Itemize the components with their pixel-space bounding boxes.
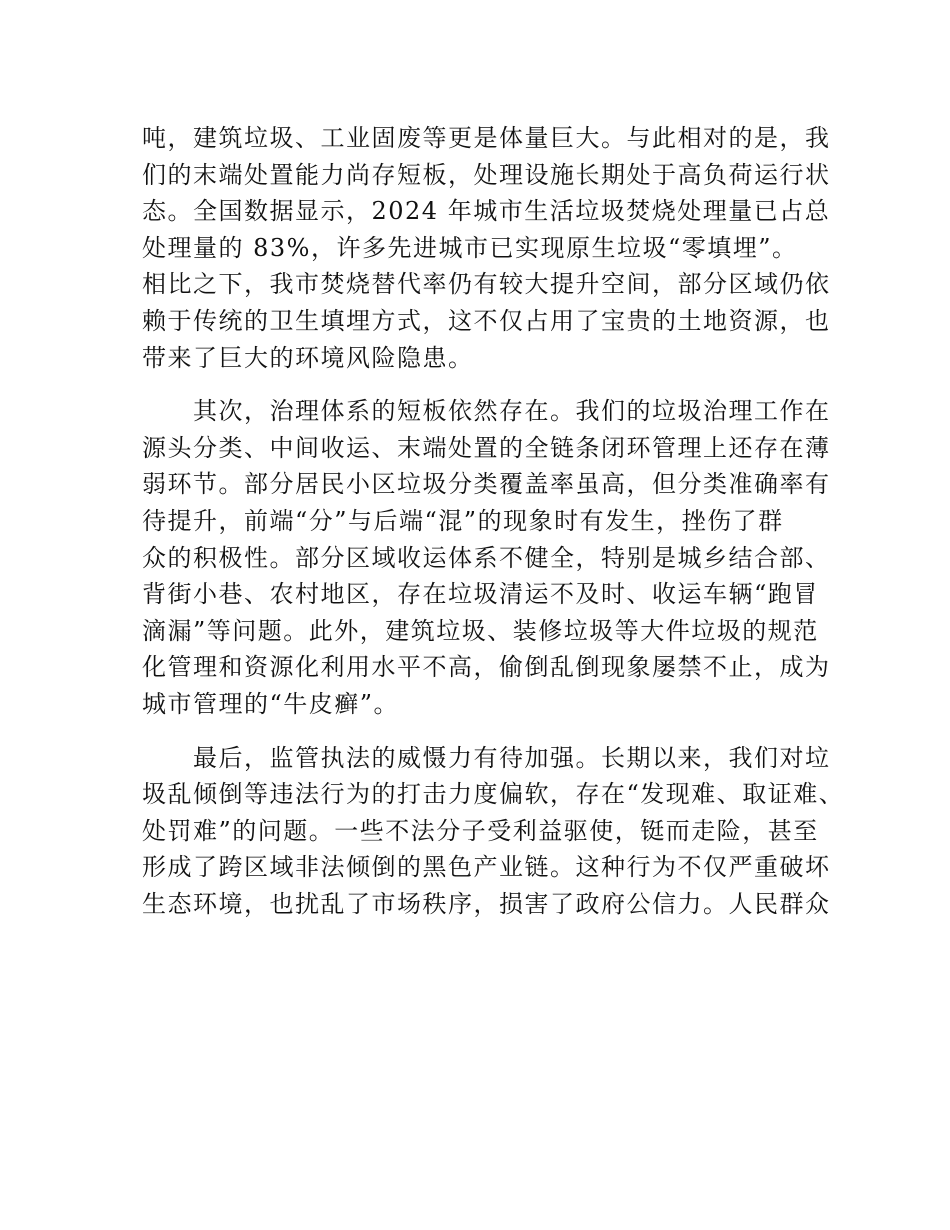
text-line: 态。全国数据显示，2024 年城市生活垃圾焚烧处理量已占总 xyxy=(142,197,831,226)
text-line: 形成了跨区域非法倾倒的黑色产业链。这种行为不仅严重破坏 xyxy=(142,853,831,882)
text-line: 处罚难”的问题。一些不法分子受利益驱使，铤而走险，甚至 xyxy=(142,816,819,845)
text-line: 圾乱倾倒等违法行为的打击力度偏软，存在“发现难、取证难、 xyxy=(142,780,845,809)
paragraph-spacer xyxy=(142,376,814,393)
text-line: 待提升，前端“分”与后端“混”的现象时有发生，挫伤了群 xyxy=(142,506,784,535)
text-line: 处理量的 83%，许多先进城市已实现原生垃圾“零填埋”。 xyxy=(142,233,798,262)
text-line: 们的末端处置能力尚存短板，处理设施长期处于高负荷运行状 xyxy=(142,160,831,189)
text-line: 生态环境，也扰乱了市场秩序，损害了政府公信力。人民群众 xyxy=(142,889,831,918)
text-line: 其次，治理体系的短板依然存在。我们的垃圾治理工作在 xyxy=(142,397,831,426)
text-line: 带来了巨大的环境风险隐患。 xyxy=(142,343,474,372)
paragraph-3 xyxy=(142,740,845,923)
text-line: 相比之下，我市焚烧替代率仍有较大提升空间，部分区域仍依 xyxy=(142,270,831,299)
document-body xyxy=(142,120,845,922)
text-line: 背街小巷、农村地区，存在垃圾清运不及时、收运车辆“跑冒 xyxy=(142,580,819,609)
text-line: 吨，建筑垃圾、工业固废等更是体量巨大。与此相对的是，我 xyxy=(142,124,831,152)
text-line: 赖于传统的卫生填埋方式，这不仅占用了宝贵的土地资源，也 xyxy=(142,306,831,335)
text-line: 弱环节。部分居民小区垃圾分类覆盖率虽高，但分类准确率有 xyxy=(142,470,831,499)
text-line: 最后，监管执法的威慑力有待加强。长期以来，我们对垃 xyxy=(142,743,831,772)
paragraph-1 xyxy=(142,120,831,376)
text-line: 源头分类、中间收运、末端处置的全链条闭环管理上还存在薄 xyxy=(142,433,831,462)
paragraph-spacer xyxy=(142,723,814,740)
text-line: 众的积极性。部分区域收运体系不健全，特别是城乡结合部、 xyxy=(142,543,831,572)
text-line: 化管理和资源化利用水平不高，偷倒乱倒现象屡禁不止，成为 xyxy=(142,653,831,682)
text-line: 城市管理的“牛皮癣”。 xyxy=(142,689,400,718)
text-line: 滴漏”等问题。此外，建筑垃圾、装修垃圾等大件垃圾的规范 xyxy=(142,616,819,645)
paragraph-2 xyxy=(142,393,831,722)
